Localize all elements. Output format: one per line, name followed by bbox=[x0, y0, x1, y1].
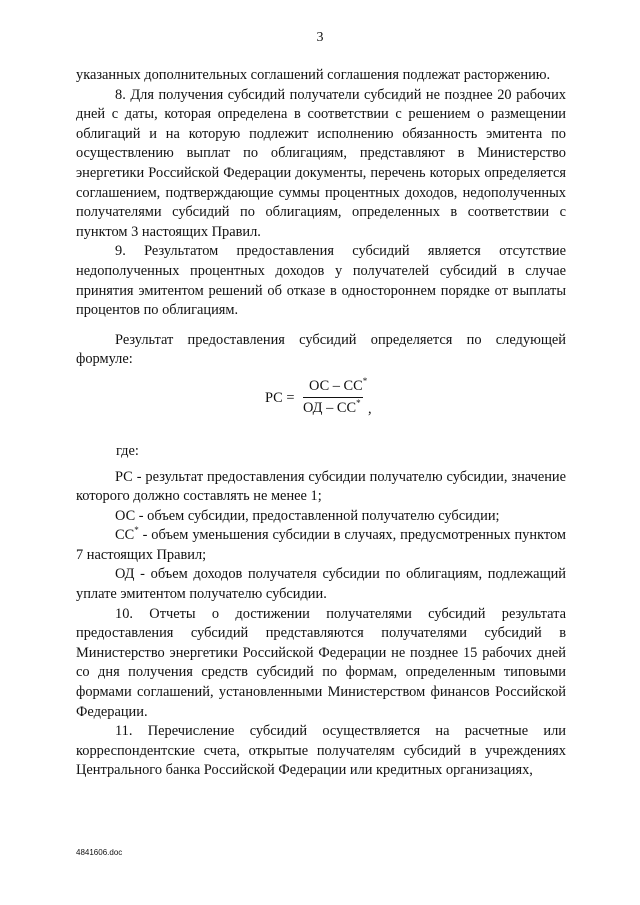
paragraph-9: 9. Результатом предоставления субсидий является отсутствие недополученных процентных доходов у получателей субсидий в случае принятия эмитентом решений об отказе в одностороннем порядке от выплаты процентов по облигациям. bbox=[76, 243, 566, 319]
definition-cc: СС* - объем уменьшения субсидии в случаях, предусмотренных пунктом 7 настоящих Правил; bbox=[76, 525, 566, 563]
paragraph-continuation: указанных дополнительных соглашений соглашения подлежат расторжению. bbox=[76, 67, 551, 83]
paragraph-result-formula-intro: Результат предоставления субсидий определяется по следующей формуле: bbox=[76, 331, 566, 368]
result-formula bbox=[76, 375, 566, 430]
page-number: 3 bbox=[316, 30, 324, 45]
formula-denominator: ОД – СС* bbox=[303, 397, 361, 416]
formula-numerator: ОС – СС* bbox=[309, 375, 368, 394]
definition-rs: РС - результат предоставления субсидии получателю субсидии, значение которого должно составлять не менее 1; bbox=[76, 468, 566, 505]
paragraph-8: 8. Для получения субсидий получатели субсидий не позднее 20 рабочих дней с даты, которая определена в соответствии с решением о размещении облигаций и на которую подлежит исполнению обязанность эмитента по осуществлению выплат по облигациям, представляют в Министерство энергетики Российской Федерации документы, перечень которых определяется соглашением, подтверждающие суммы процентных доходов, недополученных получателями субсидий по облигациям, определенных в соответствии с пунктом 3 настоящих Правил. bbox=[76, 86, 566, 240]
formula-fraction-bar bbox=[303, 397, 363, 398]
footer-filename: 4841606.doc bbox=[76, 848, 123, 857]
definition-os: ОС - объем субсидии, предоставленной получателю субсидии; bbox=[115, 507, 500, 524]
paragraph-11: 11. Перечисление субсидий осуществляется на расчетные или корреспондентские счета, открытые получателям субсидий в учреждениях Центрального банка Российской Федерации или кредитных организациях, bbox=[76, 723, 566, 779]
formula-comma: , bbox=[368, 400, 372, 417]
definition-od: ОД - объем доходов получателя субсидии по облигациям, подлежащий уплате эмитентом получателю субсидии. bbox=[76, 566, 566, 603]
document-body bbox=[76, 66, 566, 781]
paragraph-10: 10. Отчеты о достижении получателями субсидий результата предоставления субсидий представляются получателями субсидий в Министерство энергетики Российской Федерации не позднее 15 рабочих дней со дня получения средств субсидий по формам, определенным типовыми формами соглашений, установленными Министерством финансов Российской Федерации. bbox=[76, 605, 566, 720]
formula-lhs: РС = bbox=[265, 389, 295, 406]
where-label: где: bbox=[116, 442, 139, 459]
